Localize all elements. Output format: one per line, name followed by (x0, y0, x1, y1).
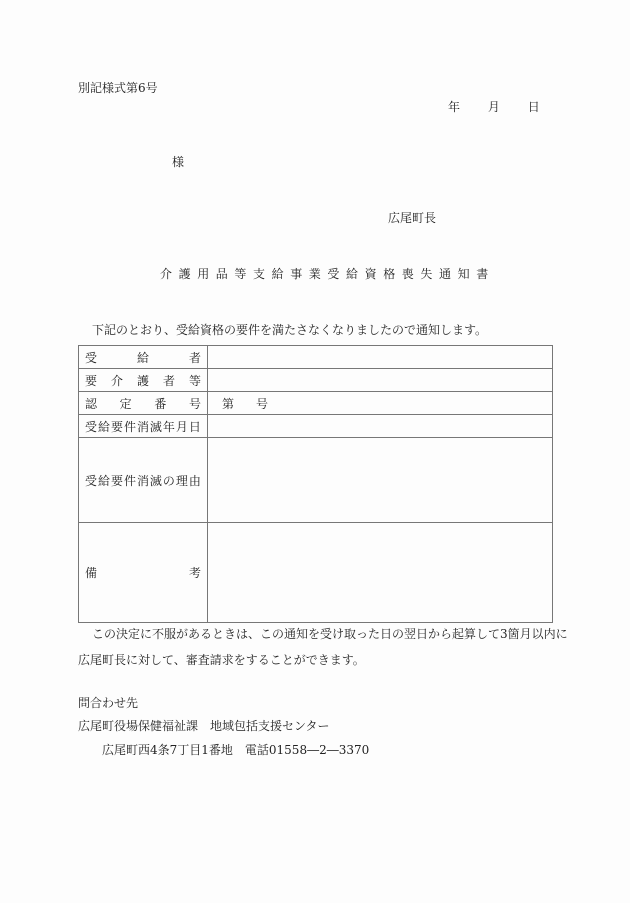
label-certification-number: 認 定 番 号 (79, 392, 208, 415)
contact-heading: 問合わせ先 (78, 696, 139, 710)
table-row-expiry-date (79, 415, 553, 438)
value-expiry-date[interactable] (208, 415, 553, 438)
label-recipient: 受 給 者 (79, 346, 208, 369)
number-prefix: 第 (222, 396, 235, 411)
value-recipient[interactable] (208, 346, 553, 369)
date-month-label: 月 (487, 100, 500, 114)
contact-organization: 広尾町役場保健福祉課 地域包括支援センター (78, 719, 330, 733)
label-care-recipient: 要 介 護 者 等 (79, 369, 208, 392)
appeal-notice-line-1: この決定に不服があるときは、この通知を受け取った日の翌日から起算して3箇月以内に (92, 627, 568, 641)
label-remarks: 備 考 (79, 523, 208, 623)
date-day-label: 日 (527, 100, 540, 114)
table-row-expiry-reason (79, 438, 553, 523)
table-row-remarks (79, 523, 553, 623)
value-care-recipient[interactable] (208, 369, 553, 392)
value-remarks[interactable] (208, 523, 553, 623)
document-title: 介護用品等支給事業受給資格喪失通知書 (160, 267, 495, 281)
value-expiry-reason[interactable] (208, 438, 553, 523)
addressee-suffix: 様 (172, 155, 185, 169)
contact-address-phone: 広尾町西4条7丁目1番地 電話01558―2―3370 (102, 743, 370, 757)
label-expiry-date: 受 給 要 件 消 滅 年 月 日 (79, 415, 208, 438)
notification-form-table (78, 345, 553, 623)
issuer: 広尾町長 (388, 211, 437, 225)
table-row-care-recipient (79, 369, 553, 392)
intro-text: 下記のとおり、受給資格の要件を満たさなくなりましたので通知します。 (92, 323, 488, 337)
value-certification-number[interactable] (208, 392, 553, 415)
number-suffix: 号 (256, 396, 269, 411)
appeal-notice-line-2: 広尾町長に対して、審査請求をすることができます。 (78, 653, 365, 667)
table-row-certification-number (79, 392, 553, 415)
date-line (448, 101, 540, 113)
date-year-label: 年 (448, 100, 461, 114)
table-row-recipient (79, 346, 553, 369)
form-number: 別記様式第6号 (78, 81, 158, 95)
label-expiry-reason: 受 給 要 件 消 滅 の 理 由 (79, 438, 208, 523)
